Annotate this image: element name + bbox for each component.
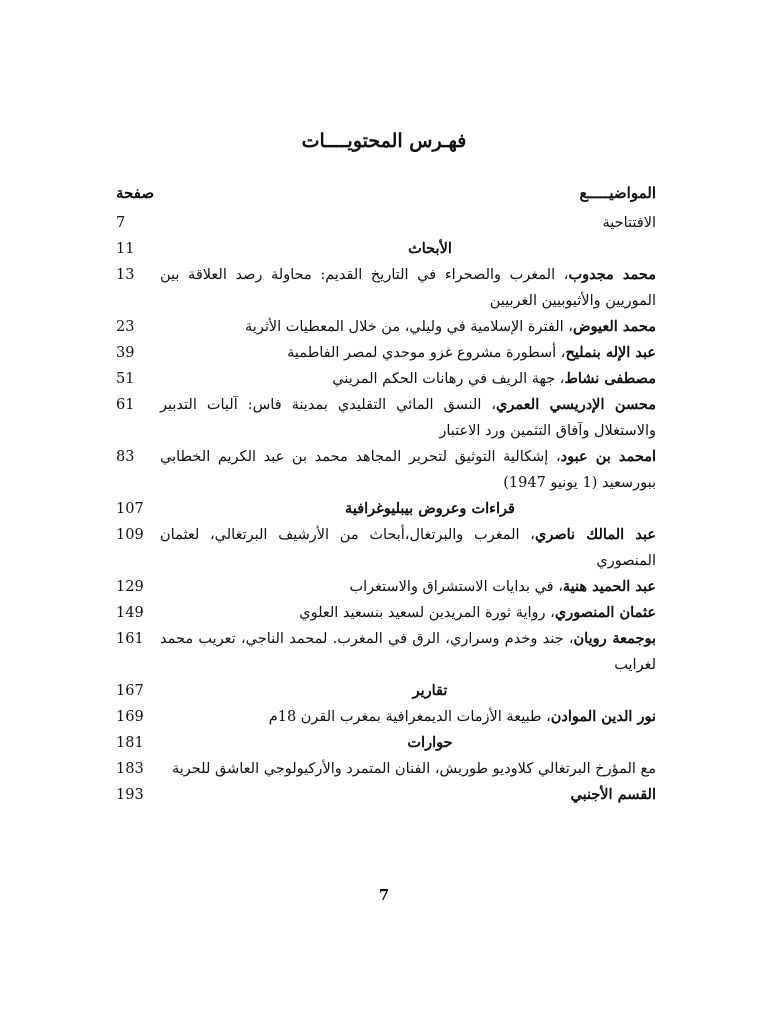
toc-entry <box>116 366 656 392</box>
toc-entry-page: 149 <box>116 605 144 621</box>
toc-entry-text <box>160 730 656 756</box>
toc-entry-author: محمد مجدوب <box>568 266 656 283</box>
toc-section-heading <box>116 730 656 756</box>
toc-entry-text <box>160 392 656 444</box>
toc-entry-author: محسن الإدريسي العمري <box>496 396 657 413</box>
toc-entry <box>116 574 656 600</box>
toc-entry-title: ، النسق المائي التقليدي بمدينة فاس: آليات التدبير والاستغلال وآفاق التثمين ورد الاعتبار <box>160 397 656 439</box>
toc-entry-text <box>160 340 656 366</box>
toc-entry-title: ، جند وخدم وسراري، الرق في المغرب. لمحمد الناجي، تعريب محمد لغرايب <box>160 631 656 673</box>
toc-entry-author: بوجمعة رويان <box>573 630 656 647</box>
toc-entry-page: 13 <box>116 267 135 283</box>
toc-entry-page: 23 <box>116 319 135 335</box>
toc-entry-page: 39 <box>116 345 135 361</box>
toc-entry-page: 181 <box>116 735 144 751</box>
toc-entry-title: قراءات وعروض بيبليوغرافية <box>345 500 515 517</box>
toc-entry-title: الأبحاث <box>408 240 452 257</box>
toc-entry-author: نور الدين الموادن <box>550 708 656 725</box>
toc-header <box>116 184 656 210</box>
toc-entry-page: 169 <box>116 709 144 725</box>
toc-entry-title: ، رواية ثورة المريدين لسعيد بنسعيد العلوي <box>299 605 555 621</box>
toc-entry-text <box>160 574 656 600</box>
toc-entry <box>116 262 656 314</box>
toc-entry-author: عثمان المنصوري <box>554 604 656 621</box>
toc-entry-text <box>160 210 656 236</box>
toc-section-heading <box>116 678 656 704</box>
toc-entry-page: 183 <box>116 761 144 777</box>
toc-entry-title: حوارات <box>407 734 453 751</box>
toc-entry-author: عبد الإله بنمليح <box>565 344 656 361</box>
toc-entry-text <box>160 782 656 808</box>
toc-entry-text <box>160 704 656 730</box>
toc-entry-page: 167 <box>116 683 144 699</box>
toc-entry-title: القسم الأجنبي <box>570 786 656 803</box>
toc-entry-author: مصطفى نشاط <box>564 370 656 387</box>
toc-entry-title: ، المغرب والبرتغال،أبحاث من الأرشيف البرتغالي، لعثمان المنصوري <box>160 527 656 569</box>
toc-entry-text <box>160 366 656 392</box>
toc-entry-page: 7 <box>116 215 126 231</box>
toc-entry-text <box>160 314 656 340</box>
toc-entry <box>116 444 656 496</box>
page-title: فهـرس المحتويــــات <box>301 130 467 152</box>
toc-entry <box>116 704 656 730</box>
toc-entry <box>116 756 656 782</box>
toc-entry <box>116 210 656 236</box>
toc-entry-text <box>160 262 656 314</box>
toc-entry-text <box>160 444 656 496</box>
toc-entry <box>116 314 656 340</box>
page-column-label: صفحة <box>116 184 155 202</box>
toc-entry-page: 51 <box>116 371 135 387</box>
toc-entry-title: ، أسطورة مشروع غزو موحدي لمصر الفاطمية <box>287 345 566 361</box>
toc-entry-text <box>160 756 656 782</box>
toc-entry-text <box>160 678 656 704</box>
toc-entry-title: ، جهة الريف في رهانات الحكم المريني <box>332 371 565 387</box>
toc-entry-text <box>160 522 656 574</box>
toc-section-heading <box>116 782 656 808</box>
toc-entry-text <box>160 626 656 678</box>
toc-entry <box>116 340 656 366</box>
toc-entry-author: عبد الحميد هنية <box>562 578 656 595</box>
toc-entry <box>116 626 656 678</box>
toc-section-heading <box>116 236 656 262</box>
toc-entry-author: عبد المالك ناصري <box>534 526 656 543</box>
toc-entry-author: امحمد بن عبود <box>560 448 657 465</box>
toc-entry-title: مع المؤرخ البرتغالي كلاوديو طوريش، الفنان المتمرد والأركيولوجي العاشق للحرية <box>172 761 656 777</box>
table-of-contents <box>116 184 656 808</box>
toc-entry <box>116 600 656 626</box>
toc-entry-title: ، المغرب والصحراء في التاريخ القديم: محاولة رصد العلاقة بين الموريين والأثيوبيين الغربيين <box>160 267 656 309</box>
toc-entry-title: ، في بدايات الاستشراق والاستغراب <box>349 579 563 595</box>
toc-entry-title: ، الفترة الإسلامية في وليلي، من خلال المعطيات الأثرية <box>245 319 573 335</box>
toc-entry <box>116 392 656 444</box>
toc-entry-title: ، طبيعة الأزمات الديمغرافية بمغرب القرن 18م <box>268 709 551 725</box>
toc-entry-text <box>160 600 656 626</box>
toc-entry-author: محمد العيوض <box>572 318 656 335</box>
toc-section-heading <box>116 496 656 522</box>
toc-entry-page: 129 <box>116 579 144 595</box>
toc-entry-title: تقارير <box>412 682 448 699</box>
toc-entry-page: 193 <box>116 787 144 803</box>
toc-entry-page: 61 <box>116 397 135 413</box>
toc-entry-page: 109 <box>116 527 144 543</box>
toc-entry-page: 11 <box>116 241 135 257</box>
toc-entry-title: ، إشكالية التوثيق لتحرير المجاهد محمد بن عبد الكريم الخطابي ببورسعيد (1 يونيو 1947) <box>160 449 656 491</box>
toc-entry-title: الافتتاحية <box>602 215 656 231</box>
topics-column-label: المواضيـــــع <box>579 184 656 202</box>
toc-entry-text <box>160 236 656 262</box>
toc-entry <box>116 522 656 574</box>
page-number: 7 <box>378 886 390 904</box>
toc-entry-page: 161 <box>116 631 144 647</box>
toc-entry-page: 83 <box>116 449 135 465</box>
toc-entry-page: 107 <box>116 501 144 517</box>
toc-entry-text <box>160 496 656 522</box>
toc-rows <box>116 210 656 808</box>
